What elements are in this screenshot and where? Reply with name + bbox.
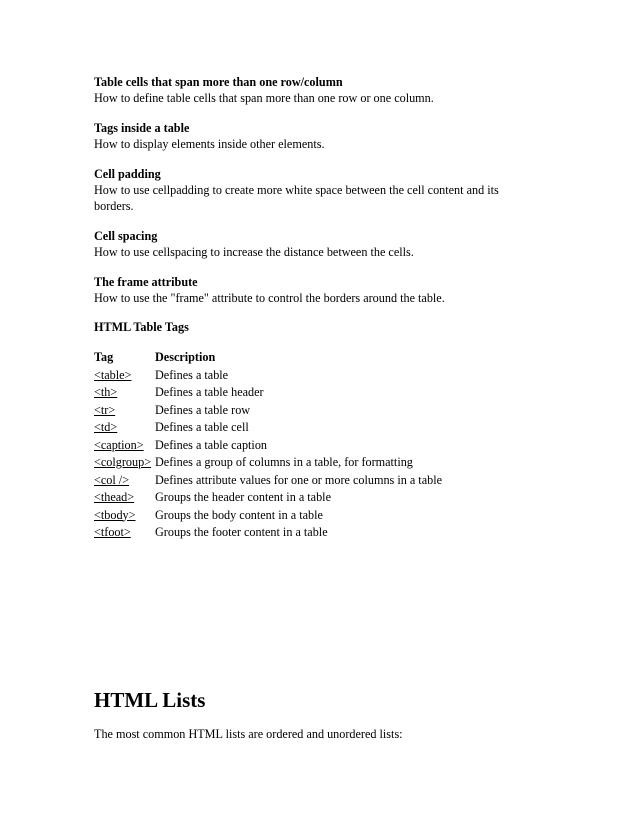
section-description: How to use cellpadding to create more white space between the cell content and its borders.	[94, 183, 499, 213]
tag-link[interactable]: <table>	[94, 367, 132, 382]
table-row	[94, 472, 442, 490]
table-row	[94, 507, 442, 525]
table-tags-table	[94, 349, 442, 542]
section-title[interactable]: Cell padding	[94, 167, 161, 181]
section-title[interactable]: Cell spacing	[94, 229, 158, 243]
section-title[interactable]: The frame attribute	[94, 275, 198, 289]
table-row	[94, 402, 442, 420]
tag-link[interactable]: <colgroup>	[94, 455, 152, 469]
tag-link[interactable]: <col />	[94, 472, 130, 487]
section-title[interactable]: Table cells that span more than one row/column	[94, 75, 343, 89]
table-row	[94, 524, 442, 542]
column-header-tag: Tag	[94, 350, 114, 364]
section-tags-inside-table	[94, 120, 614, 152]
column-header-description: Description	[155, 350, 216, 364]
table-header-row	[94, 349, 442, 367]
tag-link[interactable]: <tr>	[94, 402, 116, 417]
section-title[interactable]: Tags inside a table	[94, 121, 190, 135]
document-body	[94, 74, 614, 542]
section-cell-padding	[94, 166, 614, 214]
tag-description: Defines a table header	[155, 385, 264, 399]
tag-description: Defines a table caption	[155, 437, 268, 452]
lists-description: The most common HTML lists are ordered and unordered lists:	[94, 727, 403, 741]
table-tags-heading: HTML Table Tags	[94, 320, 189, 334]
tag-description: Groups the footer content in a table	[155, 525, 328, 539]
table-row	[94, 454, 442, 472]
table-row	[94, 419, 442, 437]
table-row	[94, 489, 442, 507]
table-row	[94, 367, 442, 385]
section-frame-attribute	[94, 274, 614, 306]
section-description: How to display elements inside other elements.	[94, 137, 325, 151]
tag-description: Groups the header content in a table	[155, 490, 331, 504]
tag-link[interactable]: <td>	[94, 420, 118, 434]
tag-link[interactable]: <th>	[94, 385, 118, 399]
tag-description: Defines a group of columns in a table, for formatting	[155, 455, 413, 469]
tag-description: Defines a table cell	[155, 420, 249, 434]
tag-description: Groups the body content in a table	[155, 507, 323, 522]
section-description: How to define table cells that span more than one row or one column.	[94, 91, 434, 105]
tag-description: Defines a table row	[155, 402, 251, 417]
tag-link[interactable]: <tfoot>	[94, 525, 131, 539]
section-description: How to use the "frame" attribute to control the borders around the table.	[94, 291, 445, 305]
lists-heading: HTML Lists	[94, 688, 206, 712]
tag-description: Defines attribute values for one or more columns in a table	[155, 472, 442, 487]
tag-description: Defines a table	[155, 367, 229, 382]
section-cell-span	[94, 74, 614, 106]
tag-link[interactable]: <thead>	[94, 490, 135, 504]
table-row	[94, 384, 442, 402]
tag-link[interactable]: <tbody>	[94, 507, 136, 522]
section-cell-spacing	[94, 228, 614, 260]
section-description: How to use cellspacing to increase the distance between the cells.	[94, 245, 414, 259]
table-row	[94, 437, 442, 455]
tag-link[interactable]: <caption>	[94, 437, 144, 452]
